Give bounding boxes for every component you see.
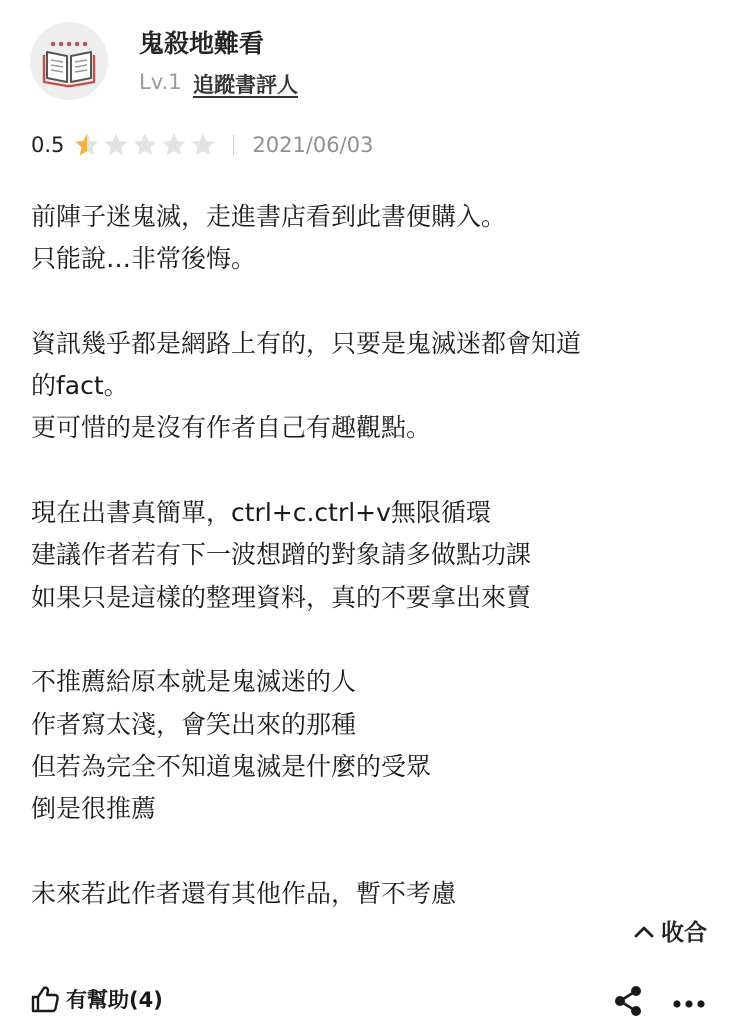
book-with-stars-icon [30,22,108,100]
review-line: 現在出書真簡單，ctrl+c.ctrl+v無限循環 [31,498,491,528]
star-icon [74,132,100,158]
review-line: 未來若此作者還有其他作品，暫不考慮 [31,878,457,908]
more-dots-icon [672,999,706,1009]
review-line: 資訊幾乎都是網路上有的，只要是鬼滅迷都會知道 [31,328,582,358]
reviewer-name[interactable]: 鬼殺地難看 [139,29,265,58]
star-icon [132,132,158,158]
review-line: 只能說…非常後悔。 [31,244,257,274]
paragraph-gap [31,619,711,661]
review-body [31,196,711,915]
paragraph-gap [31,830,711,872]
rating-row [31,130,373,160]
paragraph-gap [31,450,711,492]
review-line: 更可惜的是沒有作者自己有趣觀點。 [31,413,432,443]
thumbs-up-icon [30,984,60,1014]
star-icon [103,132,129,158]
more-options-button[interactable] [672,994,706,1013]
share-icon [612,984,644,1018]
review-date: 2021/06/03 [252,133,374,157]
reviewer-header [0,0,737,110]
helpful-button[interactable] [30,984,163,1014]
star-icon [161,132,187,158]
avatar[interactable] [30,22,108,100]
paragraph-gap [31,281,711,323]
review-line: 倒是很推薦 [31,794,157,824]
review-actions [0,980,737,1024]
review-line: 如果只是這樣的整理資料，真的不要拿出來賣 [31,582,532,612]
collapse-label: 收合 [661,920,707,946]
collapse-button[interactable] [633,914,707,947]
follow-reviewer-link[interactable]: 追蹤書評人 [193,73,298,97]
rating-score: 0.5 [31,133,65,157]
review-line: 建議作者若有下一波想蹭的對象請多做點功課 [31,540,532,570]
review-line: 前陣子迷鬼滅，走進書店看到此書便購入。 [31,202,507,231]
star-rating [74,132,219,158]
reviewer-level: Lv.1 [139,70,182,94]
review-line: 但若為完全不知道鬼滅是什麼的受眾 [31,751,432,781]
divider [233,135,234,155]
review-line: 作者寫太淺，會笑出來的那種 [31,709,357,739]
chevron-up-icon [633,923,655,939]
share-button[interactable] [612,984,644,1022]
review-line: 的fact。 [31,371,129,401]
star-icon [190,132,216,158]
review-line: 不推薦給原本就是鬼滅迷的人 [31,667,357,697]
helpful-label: 有幫助(4) [66,988,163,1012]
